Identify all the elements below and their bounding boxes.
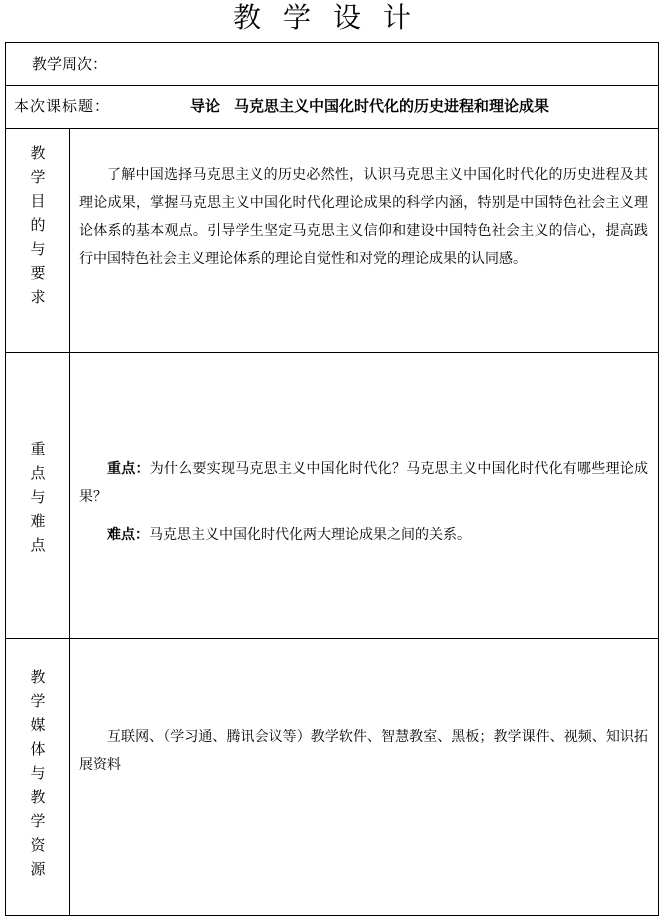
media-content — [79, 723, 648, 779]
goals-label-char: 学 — [30, 168, 46, 186]
key-point-text: 为什么要实现马克思主义中国化时代化？马克思主义中国化时代化有哪些理论成果？ — [79, 461, 649, 505]
difficulty-text: 马克思主义中国化时代化两大理论成果之间的关系。 — [149, 527, 471, 543]
keys-label-char: 点 — [30, 536, 46, 554]
media-label-char: 教 — [30, 668, 46, 686]
topic-row — [6, 86, 658, 129]
document-title: 教学设计 — [232, 1, 433, 34]
media-label-char: 教 — [30, 788, 46, 806]
media-text: 互联网、（学习通、腾讯会议等）教学软件、智慧教室、黑板；教学课件、视频、知识拓展资料 — [79, 729, 648, 773]
keys-label — [6, 437, 70, 557]
goals-label-cell — [6, 129, 70, 352]
goals-label-char: 求 — [30, 288, 46, 306]
difficulty-label: 难点： — [107, 527, 149, 543]
topic-main-title: 马克思主义中国化时代化的历史进程和理论成果 — [234, 97, 550, 115]
goals-label-char: 与 — [30, 240, 46, 258]
difficulty-point — [79, 521, 648, 549]
keys-label-char: 与 — [30, 488, 46, 506]
keys-label-char: 难 — [30, 512, 46, 530]
goals-label-char: 要 — [30, 264, 46, 282]
media-label — [6, 665, 70, 881]
media-label-char: 媒 — [30, 716, 46, 734]
media-label-char: 与 — [30, 764, 46, 782]
goals-content — [79, 161, 648, 273]
key-point-label: 重点： — [107, 461, 150, 477]
topic-label: 本次课标题： — [14, 97, 111, 115]
goals-label-char: 目 — [30, 192, 46, 210]
media-label-cell — [6, 639, 70, 915]
keys-label-cell — [6, 353, 70, 638]
topic-title — [190, 95, 549, 117]
key-point — [79, 455, 648, 511]
media-label-char: 学 — [30, 812, 46, 830]
keys-row — [6, 353, 658, 639]
keys-content — [79, 455, 648, 549]
goals-label-char: 教 — [30, 144, 46, 162]
media-label-char: 学 — [30, 692, 46, 710]
goals-row — [6, 129, 658, 353]
week-row — [6, 43, 658, 86]
goals-text: 了解中国选择马克思主义的历史必然性，认识马克思主义中国化时代化的历史进程及其理论成果，掌握马克思主义中国化时代化理论成果的科学内涵，特别是中国特色社会主义理论体系的基本观点。引导学生坚定马克思主义信仰和建设中国特色社会主义的信心，提高践行中国特色社会主义理论体系的理论自觉性和对党的理论成果的认同感。 — [79, 167, 648, 267]
goals-label-char: 的 — [30, 216, 46, 234]
topic-prefix: 导论 — [190, 97, 221, 115]
teaching-design-table — [5, 42, 659, 916]
media-label-char: 资 — [30, 836, 46, 854]
keys-label-char: 重 — [30, 440, 46, 458]
keys-label-char: 点 — [30, 464, 46, 482]
goals-label — [6, 141, 70, 309]
media-row — [6, 639, 658, 915]
media-label-char: 源 — [30, 860, 46, 878]
media-label-char: 体 — [30, 740, 46, 758]
week-label: 教学周次： — [32, 55, 108, 73]
